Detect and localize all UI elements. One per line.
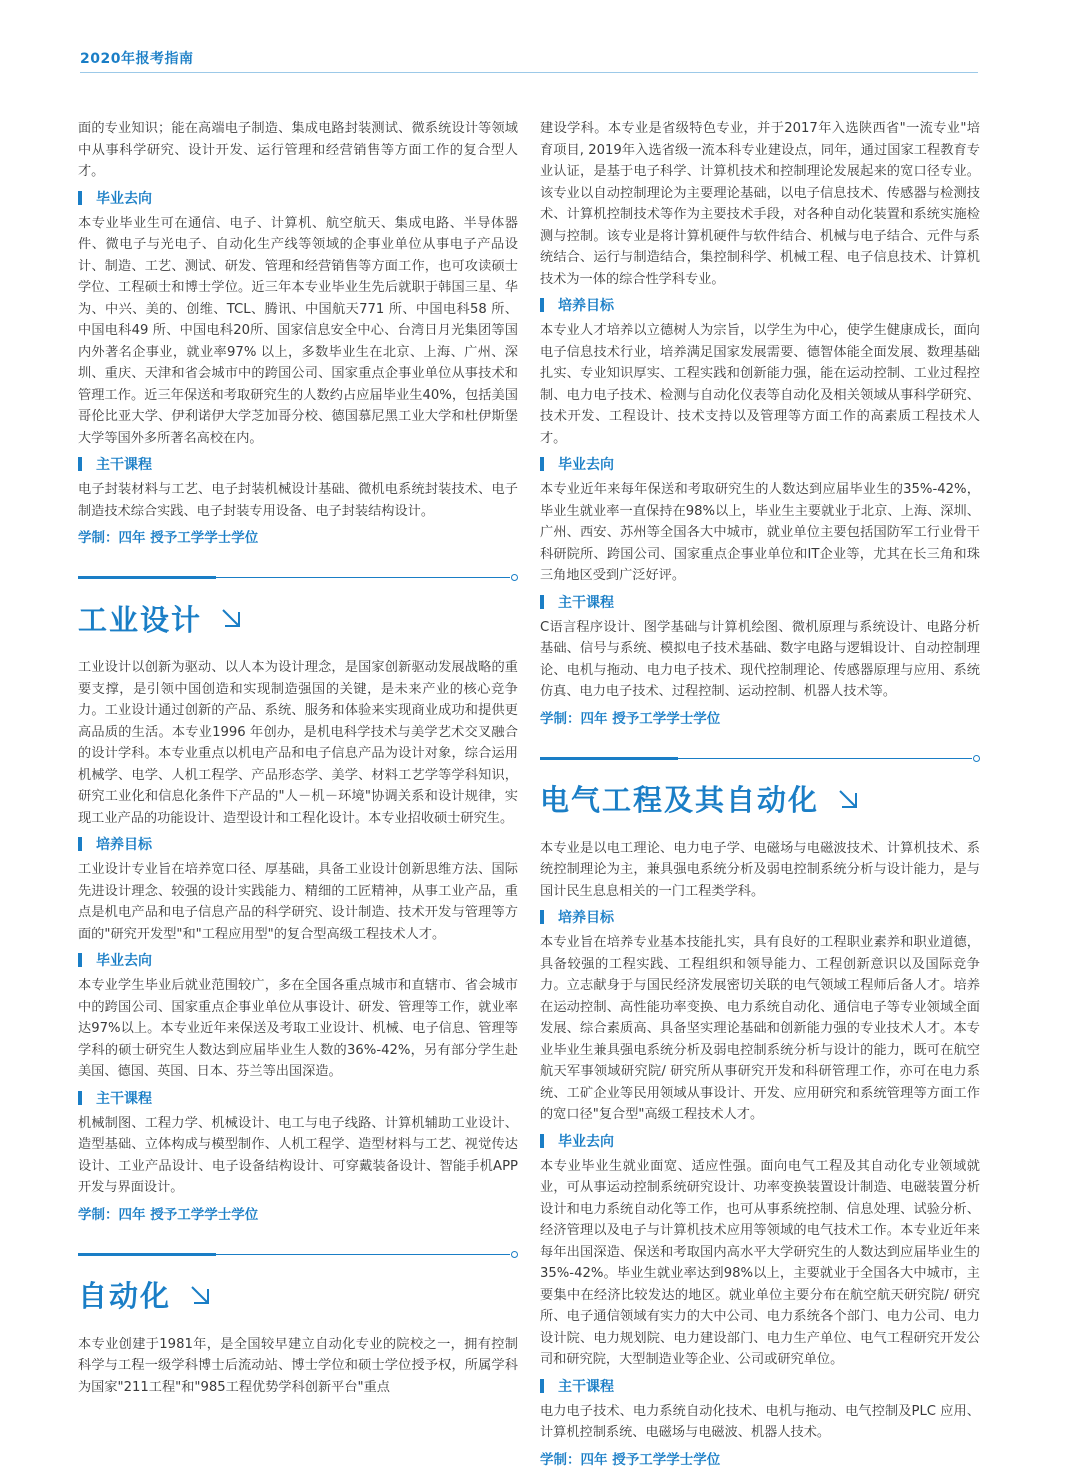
heading-marker (540, 1134, 544, 1148)
heading-marker (78, 953, 82, 967)
career-text: 本专业学生毕业后就业范围较广，多在全国各重点城市和直辖市、省会城市中的跨国公司、国家重点企事业单位从事设计、研发、管理等工作，就业率达97%以上。本专业近年来保送及考取工业设计、机械、电子信息、管理等学科的硕士研究生人数达到应届毕业生人数的36%-42%，另有部分学生赴美国、德国、英国、日本、芬兰等出国深造。 (78, 978, 518, 1079)
major-title: 电气工程及其自动化 (540, 783, 820, 817)
section-heading (540, 1128, 980, 1154)
section-heading (78, 947, 518, 973)
courses-text: C语言程序设计、图学基础与计算机绘图、微机原理与系统设计、电路分析基础、信号与系统、模拟电子技术基础、数字电路与逻辑设计、自动控制理论、电机与拖动、电力电子技术、现代控制理论、传感器原理与应用、系统仿真、电力电子技术、过程控制、运动控制、机器人技术等。 (540, 619, 980, 699)
section-heading-label: 主干课程 (96, 457, 152, 473)
section-heading-label: 主干课程 (96, 1090, 152, 1107)
arrow-down-right-icon (189, 1284, 211, 1306)
section-heading-label: 毕业去向 (96, 953, 152, 969)
major-intro: 工业设计以创新为驱动、以人本为设计理念，是国家创新驱动发展战略的重要支撑，是引领中国创造和实现制造强国的关键，是未来产业的核心竞争力。工业设计通过创新的产品、系统、服务和体验来实现商业成功和提供更高品质的生活。本专业1996 年创办，是机电科学技术与美学艺术交叉融合的设计学科。本专业重点以机电产品和电子信息产品为设计对象，综合运用机械学、电学、人机工程学、产品形态学、美学、材料工艺学等学科知识，研究工业化和信息化条件下产品的"人－机－环境"协调关系和设计规律，实现工业产品的功能设计、造型设计和工程化设计。本专业招收硕士研究生。 (78, 660, 518, 826)
heading-marker (540, 910, 544, 924)
section-heading (540, 1373, 980, 1399)
section-heading-label: 主干课程 (558, 1378, 614, 1395)
automation-intro-continuation: 建设学科。本专业是省级特色专业，并于2017年入选陕西省"一流专业"培育项目, 2019年入选省级一流本科专业建设点，同年，通过国家工程教育专业认证，是基于电子科学、计算机技术和控制理论发展起来的宽口径专业。该专业以自动控制理论为主要理论基础，以电子信息技术、传感器与检测技术、计算机控制技术等作为主要技术手段，对各种自动化装置和系统实施检测与控制。该专业是将计算机硬件与软件结合、机械与电子结合、元件与系统结合、运行与制造结合，集控制科学、机械工程、电子信息技术、计算机技术为一体的综合性学科专业。 (540, 121, 980, 287)
arrow-down-right-icon (220, 607, 242, 629)
degree-info: 学制：四年 授予工学学士学位 (540, 710, 721, 727)
major-heading-electrical-engineering (540, 760, 980, 838)
section-divider (78, 576, 518, 579)
major-heading-automation (78, 1256, 518, 1334)
heading-marker (540, 1379, 544, 1393)
heading-marker (78, 837, 82, 851)
section-heading-label: 毕业去向 (558, 457, 614, 473)
page-header-title: 2020年报考指南 (80, 51, 194, 67)
page-header (0, 0, 1080, 75)
major-heading-industrial-design (78, 579, 518, 657)
heading-marker (78, 457, 82, 471)
heading-marker (540, 457, 544, 471)
degree-info: 学制：四年 授予工学学士学位 (540, 1451, 721, 1468)
degree-info: 学制：四年 授予工学学士学位 (78, 1206, 259, 1223)
section-heading (78, 451, 518, 477)
section-heading (540, 904, 980, 930)
section-heading (78, 831, 518, 857)
intro-continuation: 面的专业知识；能在高端电子制造、集成电路封装测试、微系统设计等领域中从事科学研究、设计开发、运行管理和经营销售等方面工作的复合型人才。 (78, 121, 518, 179)
arrow-down-right-icon (837, 788, 859, 810)
career-text: 本专业近年来每年保送和考取研究生的人数达到应届毕业生的35%-42%，毕业生就业率一直保持在98%以上，毕业生主要就业于北京、上海、深圳、广州、西安、苏州等全国各大中城市，就业单位主要包括国防军工行业骨干科研院所、跨国公司、国家重点企事业单位和IT企业等，尤其在长三角和珠三角地区受到广泛好评。 (540, 482, 980, 583)
header-divider (80, 72, 978, 73)
degree-info: 学制：四年 授予工学学士学位 (78, 530, 259, 546)
courses-text: 机械制图、工程力学、机械设计、电工与电子线路、计算机辅助工业设计、造型基础、立体构成与模型制作、人机工程学、造型材料与工艺、视觉传达设计、工业产品设计、电子设备结构设计、可穿戴装备设计、智能手机APP开发与界面设计。 (78, 1115, 518, 1195)
heading-marker (540, 298, 544, 312)
major-intro: 本专业创建于1981年，是全国较早建立自动化专业的院校之一，拥有控制科学与工程一级学科博士后流动站、博士学位和硕士学位授予权，所属学科为国家"211工程"和"985工程优势学科创新平台"重点 (78, 1336, 518, 1395)
section-heading-label: 毕业去向 (96, 190, 152, 207)
goals-text: 工业设计专业旨在培养宽口径、厚基础，具备工业设计创新思维方法、国际先进设计理念、较强的设计实践能力、精细的工匠精神，从事工业产品，重点是机电产品和电子信息产品的科学研究、设计制造、技术开发与管理等方面的"研究开发型"和"工程应用型"的复合型高级工程技术人才。 (78, 862, 518, 942)
right-column (540, 118, 980, 1468)
career-text: 本专业毕业生可在通信、电子、计算机、航空航天、集成电路、半导体器件、微电子与光电子、自动化生产线等领域的企事业单位从事电子产品设计、制造、工艺、测试、研发、管理和经营销售等方面工作，也可攻读硕士学位、工程硕士和博士学位。近三年本专业毕业生先后就职于韩国三星、华为、中兴、美的、创维、TCL、腾讯、中国航天771 所、中国电科58 所、中国电科49 所、中国电科20所、国家信息安全中心、台湾日月光集团等国内外著名企事业，就业率97% 以上，多数毕业生在北京、上海、广州、深圳、重庆、天津和省会城市中的跨国公司、国家重点企事业单位从事技术和管理工作。近三年保送和考取研究生的人数约占应届毕业生40%，包括美国哥伦比亚大学、伊利诺伊大学芝加哥分校、德国慕尼黑工业大学和杜伊斯堡大学等国外多所著名高校在内。 (78, 215, 518, 446)
major-title: 工业设计 (78, 602, 203, 637)
section-heading (540, 589, 980, 615)
goals-text: 本专业人才培养以立德树人为宗旨，以学生为中心，使学生健康成长，面向电子信息技术行业，培养满足国家发展需要、德智体能全面发展、数理基础扎实、专业知识厚实、工程实践和创新能力强，能在运动控制、工业过程控制、电力电子技术、检测与自动化仪表等自动化及相关领域从事科学研究、技术开发、工程设计、技术支持以及管理等方面工作的高素质工程技术人才。 (540, 323, 980, 446)
section-heading (78, 1085, 518, 1111)
section-heading (78, 185, 518, 211)
section-heading (540, 451, 980, 477)
section-divider (78, 1253, 518, 1256)
section-heading-label: 培养目标 (558, 910, 614, 926)
heading-marker (78, 1091, 82, 1105)
courses-text: 电力电子技术、电力系统自动化技术、电机与拖动、电气控制及PLC 应用、计算机控制系统、电磁场与电磁波、机器人技术。 (540, 1403, 980, 1440)
section-divider (540, 757, 980, 760)
major-title: 自动化 (78, 1279, 172, 1313)
section-heading-label: 培养目标 (558, 298, 614, 314)
left-column (78, 118, 518, 1408)
heading-marker (78, 191, 82, 205)
heading-marker (540, 595, 544, 609)
section-heading (540, 292, 980, 318)
courses-text: 电子封装材料与工艺、电子封装机械设计基础、微机电系统封装技术、电子制造技术综合实践、电子封装专用设备、电子封装结构设计。 (78, 482, 518, 519)
career-text: 本专业毕业生就业面宽、适应性强。面向电气工程及其自动化专业领域就业，可从事运动控制系统研究设计、功率变换装置设计制造、电磁装置分析设计和电力系统自动化等工作，也可从事系统控制、信息处理、试验分析、经济管理以及电子与计算机技术应用等领域的电气技术工作。本专业近年来每年出国深造、保送和考取国内高水平大学研究生的人数达到应届毕业生的35%-42%。毕业生就业率达到98%以上，主要就业于全国各大中城市，主要集中在经济比较发达的地区。就业单位主要分布在航空航天研究院/ 研究所、电子通信领域有实力的大中公司、电力系统各个部门、电力公司、电力设计院、电力规划院、电力建设部门、电力生产单位、电气工程研究开发公司和研究院，大型制造业等企业、公司或研究单位。 (540, 1158, 980, 1367)
major-intro: 本专业是以电工理论、电力电子学、电磁场与电磁波技术、计算机技术、系统控制理论为主，兼具强电系统分析及弱电控制系统分析与设计能力，是与国计民生息息相关的一门工程类学科。 (540, 840, 980, 899)
section-heading-label: 毕业去向 (558, 1133, 614, 1150)
goals-text: 本专业旨在培养专业基本技能扎实，具有良好的工程职业素养和职业道德，具备较强的工程实践、工程组织和领导能力、工程创新意识以及国际竞争力。立志献身于与国民经济发展密切关联的电气领域工程师后备人才。培养在运动控制、高性能功率变换、电力系统自动化、通信电子等专业领域全面发展、综合素质高、具备坚实理论基础和创新能力强的专业技术人才。本专业毕业生兼具强电系统分析及弱电控制系统分析与设计的能力，既可在航空航天军事领域研究院/ 研究所从事研究开发和科研管理工作，亦可在电力系统、工矿企业等民用领域从事设计、开发、应用研究和系统管理等方面工作的宽口径"复合型"高级工程技术人才。 (540, 935, 980, 1122)
section-heading-label: 主干课程 (558, 594, 614, 611)
section-heading-label: 培养目标 (96, 837, 152, 853)
